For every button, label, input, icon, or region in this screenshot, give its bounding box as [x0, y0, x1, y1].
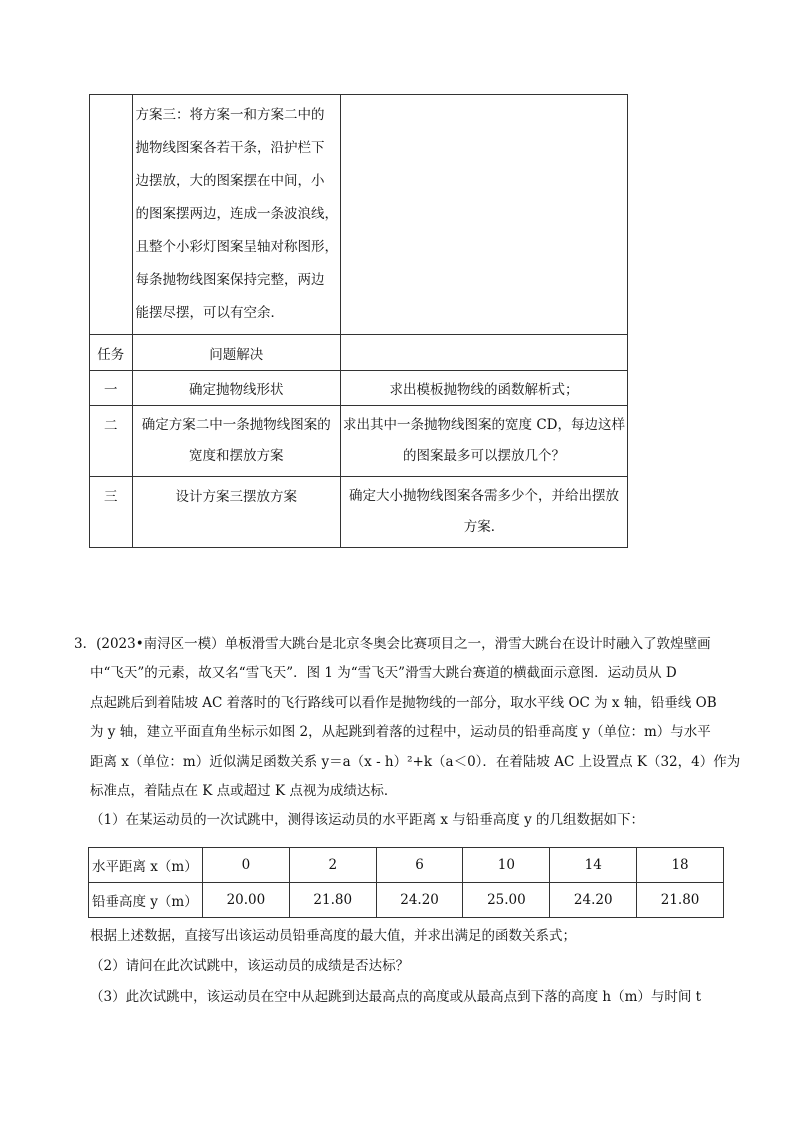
- plan3-line: 每条抛物线图案保持完整，两边: [135, 272, 325, 288]
- task-topic-line: 确定方案二中一条抛物线图案的: [141, 417, 331, 433]
- y-value: 21.80: [637, 883, 724, 918]
- y-value: 24.20: [550, 883, 637, 918]
- problem-line: 距离 x（单位：m）近似满足函数关系 y＝a（x - h）²+k（a＜0）．在着陆坡 AC 上设置点 K（32，4）作为: [90, 753, 741, 770]
- y-value: 24.20: [376, 883, 463, 918]
- empty-cell: [341, 95, 628, 335]
- task-topic-line: 宽度和摆放方案: [189, 448, 284, 464]
- task-detail-line: 方案．: [463, 519, 505, 535]
- plan3-line: 方案三：将方案一和方案二中的: [135, 107, 325, 123]
- instruction-line: 根据上述数据，直接写出该运动员铅垂高度的最大值，并求出满足的函数关系式；: [90, 928, 576, 944]
- problem-line: 3．(2023•南浔区一模）单板滑雪大跳台是北京冬奥会比赛项目之一，滑雪大跳台在设计时融入了敦煌壁画: [74, 636, 711, 652]
- task-topic: [132, 406, 341, 477]
- data-table: [88, 847, 724, 918]
- plan3-line: 且整个小彩灯图案呈轴对称图形，: [135, 239, 339, 255]
- task-number: 一: [90, 371, 133, 406]
- header-empty: [341, 335, 628, 371]
- task-detail: [341, 477, 628, 548]
- x-value: 0: [203, 848, 290, 883]
- empty-cell: [90, 95, 133, 335]
- task-topic: 确定抛物线形状: [132, 371, 341, 406]
- task-number: 二: [90, 406, 133, 477]
- header-task: 任务: [90, 335, 133, 371]
- header-problem: 问题解决: [132, 335, 341, 371]
- x-value: 2: [289, 848, 376, 883]
- task-number: 三: [90, 477, 133, 548]
- question-3: （3）此次试跳中，该运动员在空中从起跳到达最高点的高度或从最高点到下落的高度 h（m）与时间 t: [90, 989, 702, 1005]
- row-label-y: 铅垂高度 y（m）: [89, 883, 203, 918]
- plan3-line: 的图案摆两边，连成一条波浪线，: [135, 206, 339, 222]
- task-detail-line: 求出其中一条抛物线图案的宽度 CD，每边这样: [343, 417, 625, 433]
- x-value: 10: [463, 848, 550, 883]
- plan3-cell: [132, 95, 341, 335]
- problem-line: 中“飞天”的元素，故又名“雪飞天”．图 1 为“雪飞天”滑雪大跳台赛道的横截面示意图．运动员从 D: [90, 665, 677, 682]
- problem3-text: [74, 630, 741, 836]
- problem-line: 点起跳后到着陆坡 AC 着落时的飞行路线可以看作是抛物线的一部分，取水平线 OC 为 x 轴，铅垂线 OB: [90, 694, 717, 711]
- problem-line: 为 y 轴，建立平面直角坐标示如图 2，从起跳到着落的过程中，运动员的铅垂高度 y（单位：m）与水平: [90, 724, 711, 741]
- x-value: 18: [637, 848, 724, 883]
- task-table: [89, 94, 628, 548]
- x-value: 14: [550, 848, 637, 883]
- task-detail-line: 的图案最多可以摆放几个？: [403, 448, 566, 464]
- y-value: 20.00: [203, 883, 290, 918]
- x-value: 6: [376, 848, 463, 883]
- plan3-line: 能摆尽摆，可以有空余．: [135, 305, 285, 321]
- y-value: 21.80: [289, 883, 376, 918]
- question-1: （1）在某运动员的一次试跳中，测得该运动员的水平距离 x 与铅垂高度 y 的几组数据如下：: [90, 812, 644, 829]
- question-2: （2）请问在此次试跳中，该运动员的成绩是否达标？: [90, 958, 410, 974]
- task-detail-line: 确定大小抛物线图案各需多少个，并给出摆放: [349, 488, 620, 504]
- plan3-line: 边摆放，大的图案摆在中间，小: [135, 173, 325, 189]
- row-label-x: 水平距离 x（m）: [89, 848, 203, 883]
- task-topic: 设计方案三摆放方案: [132, 477, 341, 548]
- plan3-line: 抛物线图案各若干条，沿护栏下: [135, 140, 325, 156]
- problem-line: 标准点，着陆点在 K 点或超过 K 点视为成绩达标．: [90, 783, 398, 800]
- y-value: 25.00: [463, 883, 550, 918]
- task-detail: [341, 406, 628, 477]
- task-detail: 求出模板抛物线的函数解析式；: [341, 371, 628, 406]
